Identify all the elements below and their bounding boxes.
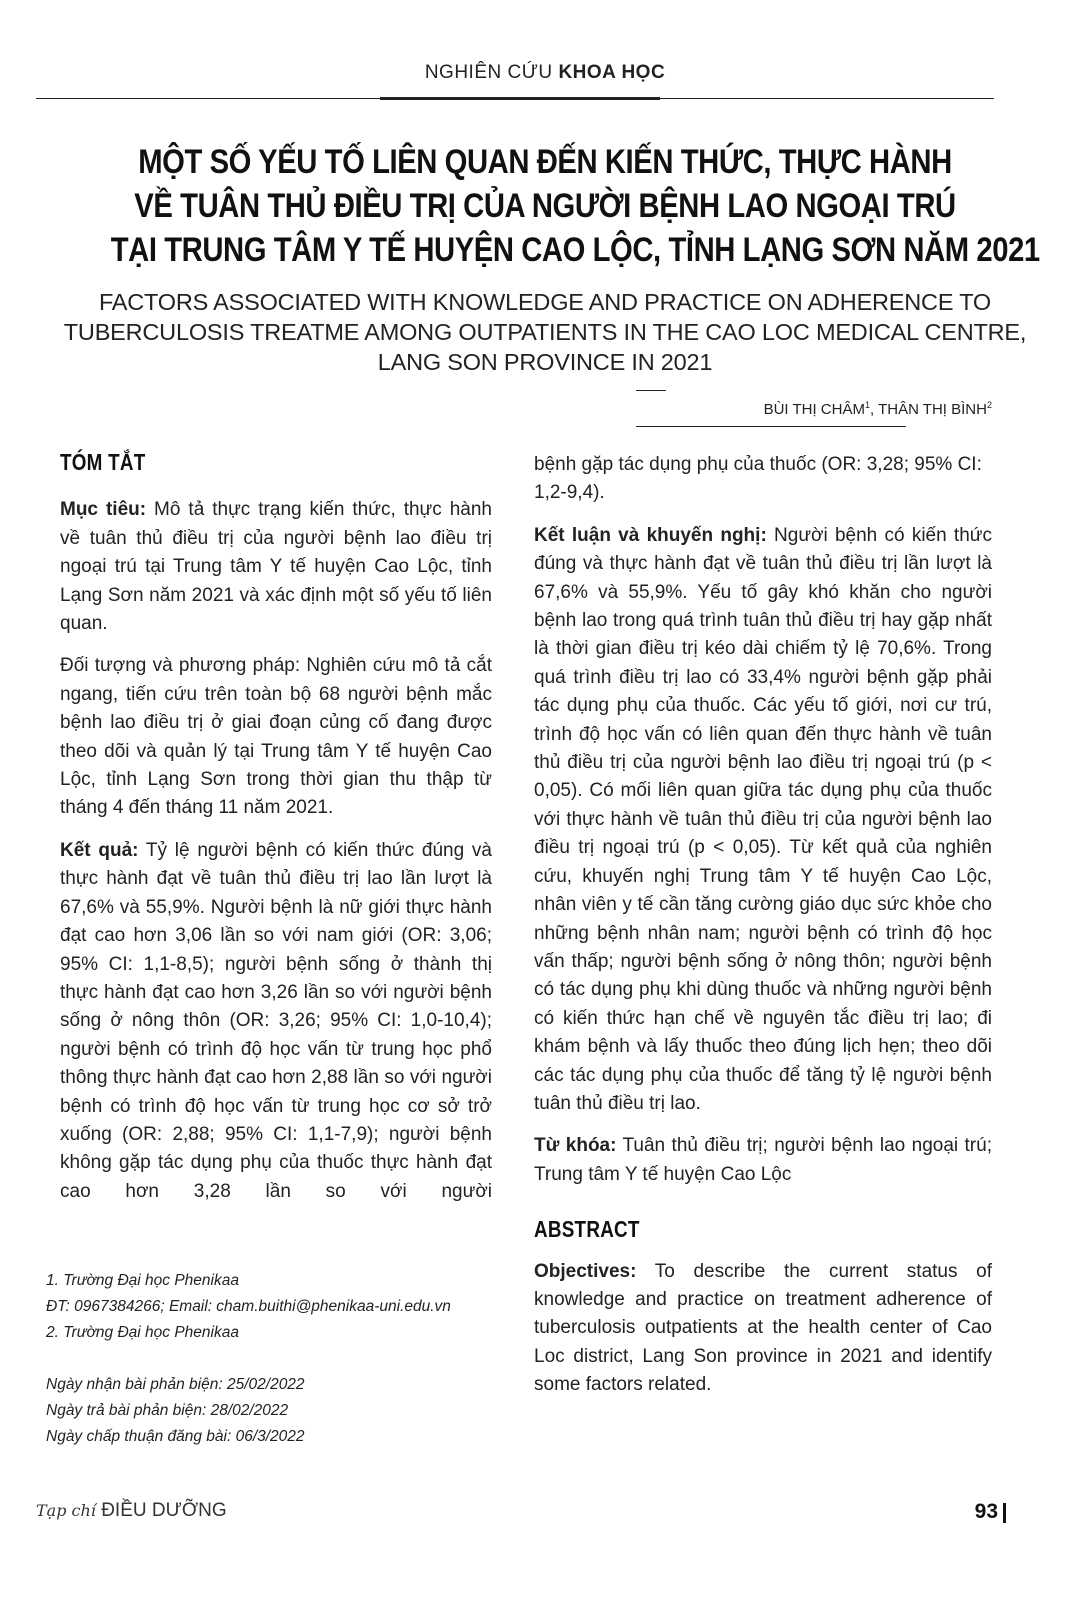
journal-brand <box>36 1500 227 1522</box>
methods-paragraph: Đối tượng và phương pháp: Nghiên cứu mô tả cắt ngang, tiến cứu trên toàn bộ 68 người bệnh mắc bệnh lao điều trị ở giai đoạn củng cố đang được theo dõi và quản lý tại Trung tâm Y tế huyện Cao Lộc, tỉnh Lạng Sơn trong thời gian thu thập từ tháng 4 đến tháng 11 năm 2021. <box>60 655 492 819</box>
right-column <box>534 451 992 1400</box>
header-rule-accent <box>380 97 660 100</box>
authors-rule-top <box>636 390 666 391</box>
author-name: THÂN THỊ BÌNH <box>878 401 987 418</box>
results-paragraph: Kết quả: Tỷ lệ người bệnh có kiến thức đúng và thực hành đạt về tuân thủ điều trị lao lần lượt là 67,6% và 55,9%. Người bệnh là nữ giới thực hành đạt cao hơn 3,06 lần so với nam giới (OR: 3,06; 95% CI: 1,1-8,5); người bệnh sống ở thành thị thực hành đạt cao hơn 3,26 lần so với người bệnh sống ở nông thôn (OR: 3,26; 95% CI: 1,0-10,4); người bệnh có trình độ học vấn từ trung học phổ thông thực hành đạt cao hơn 2,88 lần so với người bệnh có trình độ học vấn từ trung học cơ sở trở xuống (OR: 2,88; 95% CI: 1,1-7,9); người bệnh không gặp tác dụng phụ của thuốc thực hành đạt cao hơn 3,28 lần so với người <box>60 839 492 1202</box>
article-title <box>110 140 1040 272</box>
title-line: TẠI TRUNG TÂM Y TẾ HUYỆN CAO LỘC, TỈNH LẠNG SƠN NĂM 2021 <box>110 231 1040 269</box>
received-date: Ngày nhận bài phản biện: 25/02/2022 <box>46 1376 305 1393</box>
summary-heading: TÓM TẮT <box>60 449 146 475</box>
abstract-objectives-paragraph: Objectives: To describe the current status of knowledge and practice on treatment adherence of tuberculosis outpatients at the health center of Cao Loc district, Lang Son province in 2021 and identify some factors related. <box>534 1260 992 1396</box>
english-title <box>30 287 1060 377</box>
contact-note: ĐT: 0967384266; Email: cham.buithi@phenikaa-uni.edu.vn <box>46 1298 451 1315</box>
affiliation-note: 1. Trường Đại học Phenikaa <box>46 1272 239 1289</box>
objective-label: Mục tiêu: <box>60 499 147 521</box>
left-column <box>60 448 492 1206</box>
footnotes <box>46 1268 451 1450</box>
author-list: BÙI THỊ CHÂM$^1$, THÂN THỊ BÌNH$^2$ <box>763 400 992 418</box>
revised-date: Ngày trả bài phản biện: 28/02/2022 <box>46 1402 289 1419</box>
title-line: VỀ TUÂN THỦ ĐIỀU TRỊ CỦA NGƯỜI BỆNH LAO NGOẠI TRÚ <box>134 187 956 225</box>
affiliation-mark: 1 <box>864 400 870 410</box>
section-label-bold: KHOA HỌC <box>558 62 666 83</box>
objective-paragraph: Mục tiêu: Mô tả thực trạng kiến thức, thực hành về tuân thủ điều trị của người bệnh lao điều trị ngoại trú tại Trung tâm Y tế huyện Cao Lộc, tỉnh Lạng Sơn năm 2021 và xác định một số yếu tố liên quan. <box>60 499 492 635</box>
english-title-line: TUBERCULOSIS TREATME AMONG OUTPATIENTS IN THE CAO LOC MEDICAL CENTRE, <box>63 319 1027 345</box>
conclusion-paragraph: Kết luận và khuyến nghị: Người bệnh có kiến thức đúng và thực hành đạt về tuân thủ điều trị lần lượt là 67,6% và 55,9%. Yếu tố gây khó khăn cho người bệnh lao trong quá trình tuân thủ điều trị hay gặp nhất là thời gian điều trị kéo dài chiếm tỷ lệ 70,6%. Trong quá trình điều trị lao có 33,4% người bệnh gặp phải tác dụng phụ của thuốc. Các yếu tố giới, nơi cư trú, trình độ học vấn có liên quan đến thực hành về tuân thủ điều trị của người bệnh lao điều trị ngoại trú (p < 0,05). Có mối liên quan giữa tác dụng phụ của thuốc với thực hành về tuân thủ điều trị của người bệnh lao điều trị ngoại trú (p < 0,05). Từ kết quả của nghiên cứu, khuyến nghị Trung tâm Y tế huyện Cao Lộc, nhân viên y tế cần tăng cường giáo dục sức khỏe cho những bệnh nhân nam; người bệnh có trình độ học vấn thấp; người bệnh sống ở nông thôn; người bệnh có tác dụng phụ khi dùng thuốc và những người bệnh có kiến thức hạn chế về nguyên tắc điều trị lao; đi khám bệnh và lấy thuốc theo đúng lịch hẹn; theo dõi các tác dụng phụ của thuốc để tăng tỷ lệ người bệnh tuân thủ điều trị lao. <box>534 524 992 1114</box>
english-title-line: FACTORS ASSOCIATED WITH KNOWLEDGE AND PRACTICE ON ADHERENCE TO <box>98 289 992 315</box>
affiliation-note: 2. Trường Đại học Phenikaa <box>46 1324 239 1341</box>
page-number: 93 <box>974 1500 998 1523</box>
section-label: NGHIÊN CỨU <box>424 62 553 83</box>
conclusion-label: Kết luận và khuyến nghị: <box>534 524 767 546</box>
affiliation-mark: 2 <box>986 400 992 410</box>
keywords-paragraph: Từ khóa: Tuân thủ điều trị; người bệnh lao ngoại trú; Trung tâm Y tế huyện Cao Lộc <box>534 1135 992 1185</box>
keywords-label: Từ khóa: <box>534 1135 617 1157</box>
journal-section-header <box>0 62 1090 84</box>
results-label: Kết quả: <box>60 839 139 861</box>
english-title-line: LANG SON PROVINCE IN 2021 <box>377 349 713 375</box>
abstract-heading: ABSTRACT <box>534 1216 640 1243</box>
accepted-date: Ngày chấp thuận đăng bài: 06/3/2022 <box>46 1428 305 1445</box>
authors-rule-bottom <box>636 426 906 427</box>
author-name: BÙI THỊ CHÂM <box>763 401 865 418</box>
journal-name: ĐIỀU DƯỠNG <box>101 1500 227 1521</box>
page-number-bar <box>1003 1503 1006 1523</box>
title-line: MỘT SỐ YẾU TỐ LIÊN QUAN ĐẾN KIẾN THỨC, THỰC HÀNH <box>138 143 952 181</box>
abstract-objectives-label: Objectives: <box>534 1260 637 1282</box>
results-continued: bệnh gặp tác dụng phụ của thuốc (OR: 3,28; 95% CI: 1,2-9,4). <box>534 454 982 504</box>
journal-script: Tạp chí <box>36 1501 96 1520</box>
